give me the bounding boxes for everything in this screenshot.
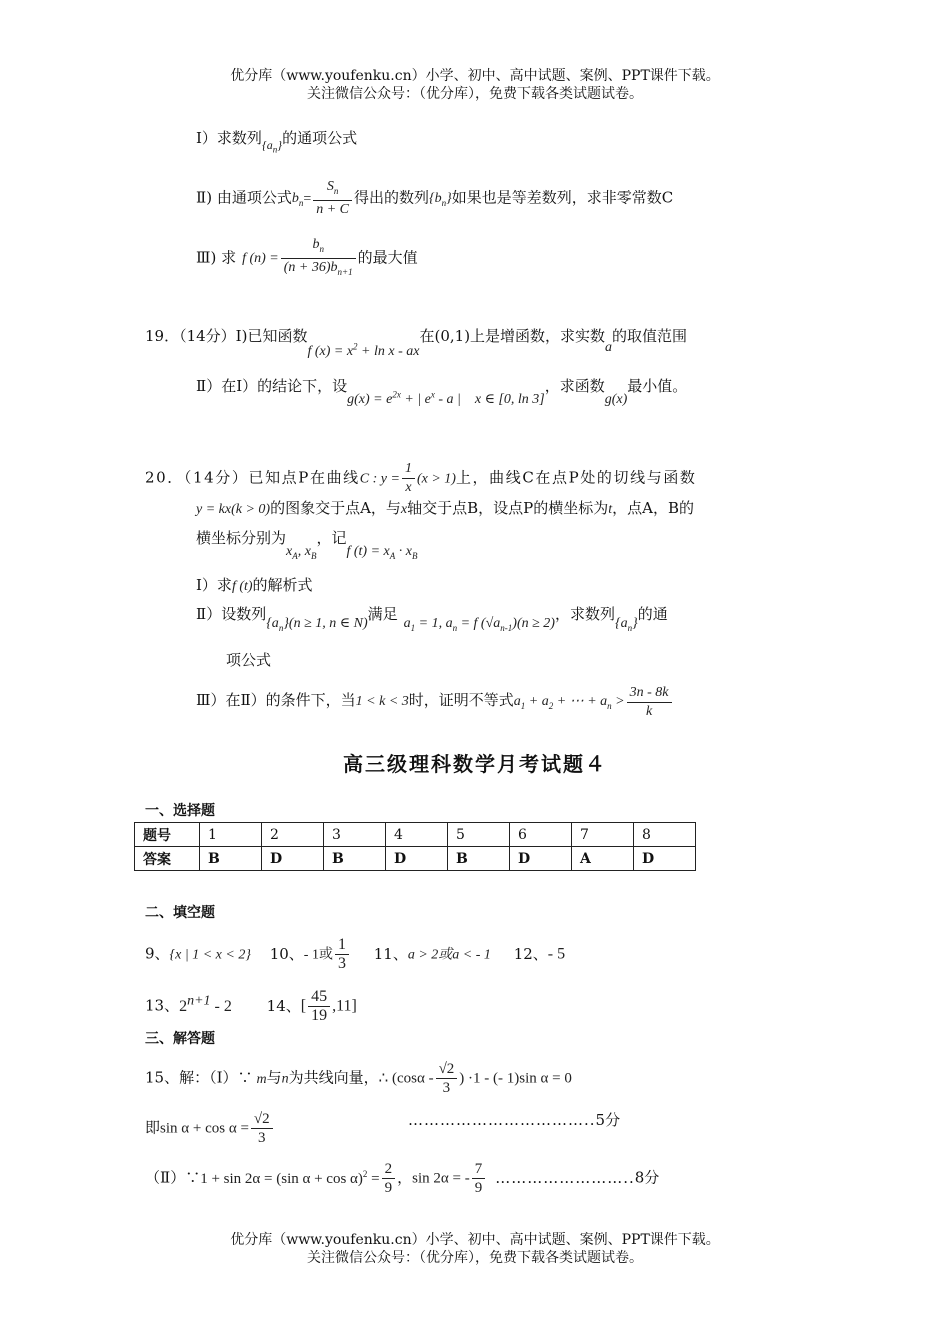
q19-number: 19．（14分）Ⅰ)已知函数	[145, 327, 308, 345]
q19-mid: 在(0,1)上是增函数，求实数	[419, 327, 606, 345]
section-solutions: 三、解答题	[145, 1031, 215, 1047]
table-cell-number: 8	[634, 823, 696, 847]
q20-line3-ft: f (t) = x	[346, 544, 390, 559]
q20-part2-a: Ⅱ）设数列	[196, 605, 267, 623]
fill-9-label: 9、	[145, 944, 170, 963]
table-cell-answer: B	[448, 847, 510, 871]
solution-15-l2-eq: sin α + cos α =	[160, 1120, 249, 1137]
q19-tail: 的取值范围	[612, 327, 688, 345]
table-cell-answer: D	[510, 847, 572, 871]
q20-part2-cond-sub1: 1	[410, 622, 416, 633]
vector-m: m	[256, 1071, 267, 1087]
q20-curve-denominator: x	[405, 480, 412, 495]
q19-gx-rest: + | e	[404, 392, 431, 407]
q20-line2-t: t	[608, 502, 613, 517]
q18-part3	[196, 236, 418, 281]
q20-line1	[145, 460, 697, 497]
q19-line2	[196, 376, 687, 410]
q20-line2-b: 轴交于点B，设点P的横坐标为	[407, 499, 609, 517]
q18-part2-mid: 得出的数列	[354, 188, 430, 207]
solution-15-line-3	[145, 1160, 659, 1197]
q19-domain: x ∈ [0, ln 3]	[474, 392, 545, 407]
q18-part2-tail: 如果也是等差数列，求非零常数C	[451, 188, 674, 207]
table-cell-number: 2	[262, 823, 324, 847]
q18-part3-numerator-sub: n	[319, 243, 324, 254]
q20-part3-k: 1 < k < 3	[355, 694, 409, 709]
table-cell-number: 4	[386, 823, 448, 847]
fill-in-row-2	[145, 988, 357, 1025]
fill-13-exponent: n+1	[187, 993, 211, 1009]
fill-14-open: [	[300, 997, 307, 1015]
fill-10-answer: - 1或	[303, 947, 333, 963]
solution-15-l3-score: 8分	[634, 1168, 660, 1187]
solution-15-l3-denominator: 9	[384, 1180, 393, 1196]
q18-part2-fraction	[313, 178, 352, 219]
table-header-number: 题号	[135, 823, 200, 847]
solution-15-l2-dots: ……………………………..	[408, 1111, 596, 1129]
q18-part1-label: Ⅰ）求数列	[196, 129, 262, 147]
page-footer-line-2: 关注微信公众号：（优分库），免费下载各类试题试卷。	[307, 1250, 643, 1266]
solution-15-l3-intro: （Ⅱ）∵	[145, 1168, 201, 1187]
fill-12-label: 12、	[513, 944, 548, 963]
table-cell-number: 7	[572, 823, 634, 847]
fill-10-numerator: 1	[335, 936, 349, 955]
q20-part2-cond-sub2: n	[452, 622, 458, 633]
solution-15-l2-intro: 即	[145, 1118, 161, 1137]
solution-15-intro: 15、解：（Ⅰ）∵	[145, 1068, 253, 1087]
q18-part2-seq: {b	[429, 191, 442, 207]
solution-15-l3-sep: ，	[397, 1168, 413, 1187]
q20-part2	[196, 604, 668, 638]
fill-14-rest: ,11]	[332, 997, 357, 1015]
q20-line3-xs-sub1: A	[292, 550, 298, 561]
q20-part1-b: 的解析式	[252, 576, 313, 594]
fill-14-label: 14、	[266, 996, 301, 1015]
solution-15-line-2	[145, 1110, 275, 1147]
solution-15-l2-numerator: √2	[251, 1110, 273, 1129]
solution-15-l3-numerator-2: 7	[472, 1160, 486, 1179]
table-cell-answer: D	[634, 847, 696, 871]
fill-12-answer: - 5	[547, 945, 566, 963]
q18-part1-seq-end: }	[277, 138, 283, 152]
q20-part1-ft: f (t)	[231, 579, 253, 594]
q20-part3-denominator: k	[645, 704, 653, 719]
q20-part2-d: 的通	[637, 605, 668, 623]
solution-15-l3-dots: ……………………..	[495, 1168, 635, 1187]
page-header-line-2: 关注微信公众号：（优分库），免费下载各类试题试卷。	[307, 86, 643, 102]
q19-part2-mid: ，求函数	[544, 377, 605, 395]
solution-15-rest: ) ·1 - (- 1)sin α = 0	[459, 1070, 572, 1087]
q20-line3-ft-mid: · x	[398, 544, 412, 559]
q20-line3-xs: x	[286, 544, 293, 559]
q18-part2-numerator: S	[326, 179, 334, 194]
q18-part2-label: Ⅱ) 由通项公式	[196, 188, 292, 207]
q19-part2-label: Ⅱ）在Ⅰ）的结论下，设	[196, 377, 348, 395]
section-fill-in: 二、填空题	[145, 905, 215, 921]
table-cell-number: 1	[200, 823, 262, 847]
q20-part2-b: 满足	[367, 605, 398, 623]
q19-gx2: g(x)	[604, 392, 628, 407]
q20-part3-numerator: 3n - 8k	[627, 684, 672, 703]
q18-part1-seq-sub: n	[272, 144, 278, 155]
solution-15-l2-score-text: 5分	[595, 1111, 621, 1129]
table-cell-answer: D	[262, 847, 324, 871]
q20-part1-a: Ⅰ）求	[196, 576, 232, 594]
q18-part1-tail: 的通项公式	[282, 129, 358, 147]
q20-curve-fraction	[402, 460, 415, 497]
q18-part3-denominator: (n + 36)b	[283, 259, 338, 275]
q20-part3-sum-m2: + ⋯ + a	[556, 694, 608, 709]
q19-fx-rest: + ln x - ax	[361, 344, 420, 359]
q20-part3-sum-s3: n	[607, 700, 612, 711]
q20-part1	[196, 575, 313, 597]
q20-curve-numerator: 1	[402, 460, 415, 479]
q20-part2-seq2-sub: n	[627, 622, 633, 633]
table-cell-number: 3	[324, 823, 386, 847]
q18-part3-label: Ⅲ) 求	[196, 248, 237, 267]
q20-part3-a: Ⅲ）在Ⅱ）的条件下，当	[196, 691, 356, 709]
fill-10-denominator: 3	[337, 955, 346, 972]
q18-part3-tail: 的最大值	[357, 248, 418, 267]
fill-13-rest: - 2	[214, 997, 232, 1015]
q18-part2-bn: b	[291, 191, 299, 207]
solution-15-l3-numerator: 2	[382, 1160, 396, 1179]
fill-9-answer: {x | 1 < x < 2}	[169, 947, 251, 963]
q20-part2-seq2: {a	[614, 616, 628, 631]
solution-15-l3-eq2: =	[371, 1170, 380, 1187]
q18-part2-seq-sub: n	[441, 198, 447, 209]
q19-line1	[145, 326, 687, 362]
solution-15-collinear: 为共线向量，	[288, 1068, 379, 1087]
q19-gx-sup: 2x	[392, 389, 401, 400]
solution-15-and: 与	[266, 1068, 282, 1087]
answer-table-answer-row	[135, 847, 696, 871]
table-cell-answer: B	[200, 847, 262, 871]
solution-15-l2-denominator: 3	[258, 1130, 266, 1146]
fill-14-numerator: 45	[308, 988, 330, 1007]
q20-part3	[196, 684, 674, 721]
q20-part3-fraction	[627, 684, 672, 721]
solution-15-l2-fraction	[251, 1110, 273, 1147]
solution-15-l3-eq: 1 + sin 2α = (sin α + cos α)	[200, 1170, 363, 1187]
q18-part2-eq: =	[303, 191, 312, 207]
fill-14-fraction	[308, 988, 330, 1025]
vector-n: n	[281, 1071, 289, 1087]
table-cell-number: 5	[448, 823, 510, 847]
fill-11-answer: a > 2或a < - 1	[407, 947, 491, 963]
solution-15-therefore: ∴ (cosα -	[378, 1070, 434, 1087]
q20-part3-gt: >	[615, 694, 625, 709]
fill-13-base: 2	[179, 997, 188, 1015]
fill-10-fraction	[335, 936, 349, 973]
q18-part1-seq: {a	[261, 138, 273, 152]
solution-15-l3-sup: 2	[362, 1168, 368, 1179]
q20-line3-b: ，记	[316, 529, 347, 547]
q19-part2-tail: 最小值。	[627, 377, 688, 395]
table-cell-answer: B	[324, 847, 386, 871]
table-cell-answer: D	[386, 847, 448, 871]
q18-part2-seq-end: }	[446, 191, 452, 207]
q20-part3-sum: a	[513, 694, 521, 709]
q20-part2-cond-end: )(n ≥ 2)	[512, 616, 555, 631]
section-multiple-choice: 一、选择题	[145, 803, 215, 819]
q20-part2-cond-a: a	[403, 616, 411, 631]
solution-15-l3-sin: sin 2α = -	[412, 1170, 470, 1187]
q20-part2-seq-rest: }(n ≥ 1, n ∈ N)	[283, 616, 368, 631]
fill-in-row-1	[145, 936, 565, 973]
q20-part2-seq-sub: n	[278, 622, 284, 633]
q20-line3-xs-mid: , x	[297, 544, 311, 559]
page-footer-line-1: 优分库（www.youfenku.cn）小学、初中、高中试题、案例、PPT课件下载。	[230, 1232, 720, 1248]
q20-line3-a: 横坐标分别为	[196, 529, 287, 547]
q20-part3-sum-m1: + a	[528, 694, 549, 709]
table-header-answer: 答案	[135, 847, 200, 871]
q18-part3-denominator-sub: n+1	[337, 266, 353, 277]
solution-15-denominator: 3	[442, 1080, 451, 1096]
solution-15-fraction	[436, 1060, 458, 1097]
table-cell-number: 6	[510, 823, 572, 847]
q20-part3-sum-s2: 2	[548, 700, 554, 711]
q20-line3-ft-sub2: B	[411, 550, 418, 561]
page-header-line-1: 优分库（www.youfenku.cn）小学、初中、高中试题、案例、PPT课件下载。	[230, 68, 720, 84]
table-cell-answer: A	[572, 847, 634, 871]
q20-part3-sum-s1: 1	[520, 700, 526, 711]
exam-title: 高三级理科数学月考试题４	[343, 752, 607, 776]
q19-gx-rest2: - a |	[438, 392, 461, 407]
q18-part2	[196, 178, 673, 219]
q18-part3-fraction	[281, 236, 356, 281]
q18-part1	[196, 128, 357, 159]
q19-gx-sup2: x	[430, 389, 435, 400]
q20-line2	[196, 498, 694, 520]
q20-line2-x: x	[400, 502, 408, 517]
q18-part2-bn-sub: n	[298, 198, 304, 209]
q20-part2-cond-mid2: = f (√a	[460, 616, 501, 631]
solution-15-numerator: √2	[436, 1060, 458, 1079]
q18-part3-numerator: b	[312, 237, 320, 252]
q20-line1-b: 上，曲线C在点P处的切线与函数	[455, 468, 697, 487]
q20-line3-ft-sub1: A	[389, 550, 396, 561]
q20-line2-fn: y = kx(k > 0)	[196, 502, 271, 517]
q19-fx: f (x) = x	[307, 344, 354, 359]
q19-gx: g(x) = e	[347, 392, 393, 407]
q20-part2-e: 项公式	[226, 651, 272, 669]
solution-15-l2-score	[408, 1110, 620, 1130]
q20-line2-a: 的图象交于点A，与	[270, 499, 401, 517]
fill-14-denominator: 19	[311, 1007, 328, 1024]
q20-line2-c: ，点A，B的	[612, 499, 695, 517]
solution-15-l3-fraction-2	[472, 1160, 486, 1197]
solution-15-l3-denominator-2: 9	[474, 1180, 483, 1196]
fill-11-label: 11、	[373, 944, 408, 963]
answer-table	[134, 822, 696, 871]
q20-part3-b: 时，证明不等式	[408, 691, 514, 709]
q20-curve-lhs: C : y =	[359, 471, 400, 487]
q19-fx-sup: 2	[353, 341, 358, 352]
q20-part2-cond-sub3: n-1	[500, 622, 513, 633]
q18-part2-denominator: n + C	[316, 201, 350, 217]
q19-a: a	[605, 340, 613, 355]
q20-part2-c: ，求数列	[554, 605, 615, 623]
solution-15-l3-fraction	[382, 1160, 396, 1197]
q18-part2-numerator-sub: n	[333, 185, 339, 196]
q20-part2-seq: {a	[266, 616, 279, 631]
q20-line3-xs-sub2: B	[310, 550, 317, 561]
q20-part2-seq2-end: }	[632, 616, 638, 631]
solution-15-line-1	[145, 1060, 572, 1097]
q20-part2-cond-mid: = 1, a	[418, 616, 453, 631]
q18-part3-fn: f (n) =	[242, 251, 279, 267]
fill-13-label: 13、	[145, 996, 180, 1015]
answer-table-number-row	[135, 823, 696, 847]
q20-curve-condition: (x > 1)	[416, 471, 456, 487]
q20-line3	[196, 528, 417, 566]
fill-10-label: 10、	[269, 944, 304, 963]
q20-line1-a: 20．（14分）已知点P在曲线	[145, 468, 360, 487]
